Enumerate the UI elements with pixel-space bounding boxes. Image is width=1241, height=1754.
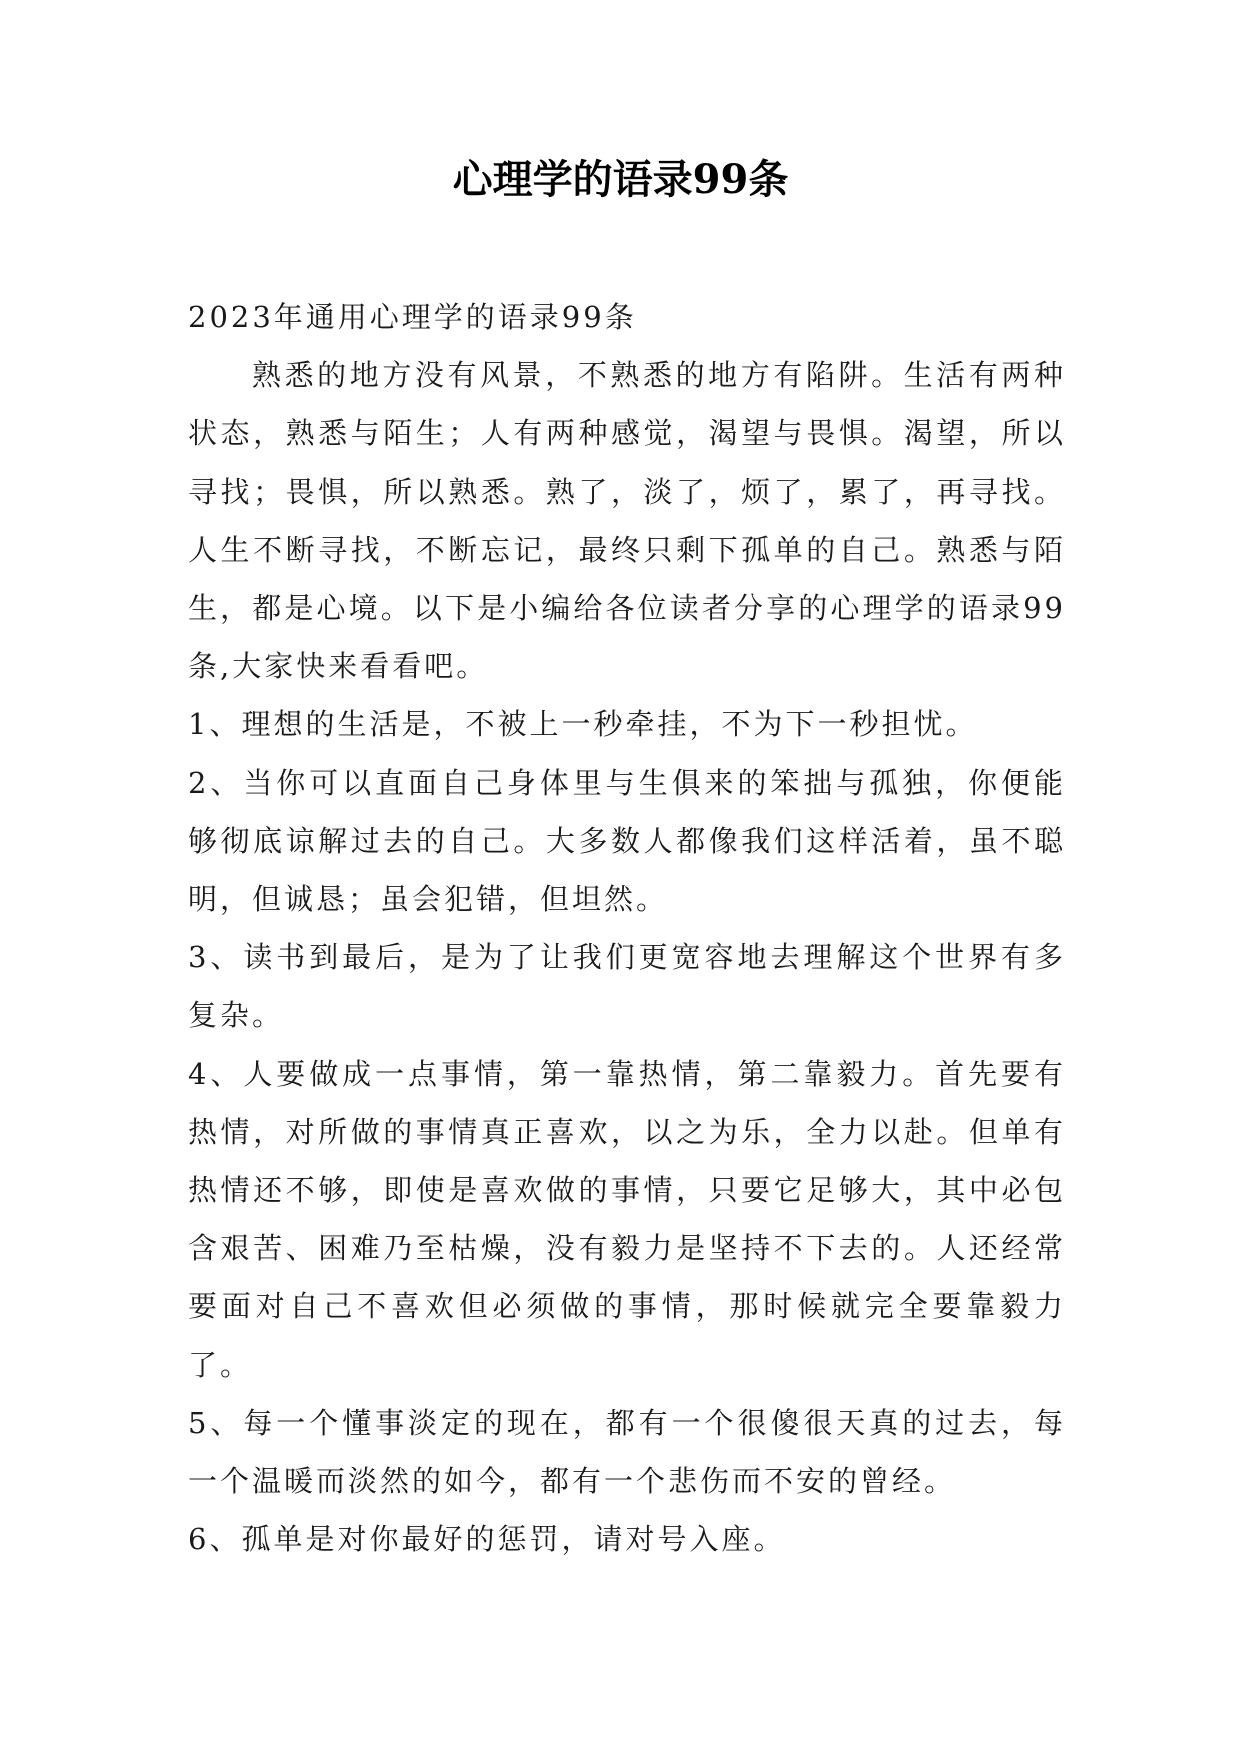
quote-item: 5、每一个懂事淡定的现在，都有一个很傻很天真的过去，每一个温暖而淡然的如今，都有一个悲伤而不安的曾经。	[188, 1405, 1066, 1499]
quote-item: 2、当你可以直面自己身体里与生俱来的笨拙与孤独，你便能够彻底谅解过去的自己。大多数人都像我们这样活着，虽不聪明，但诚恳；虽会犯错，但坦然。	[188, 765, 1066, 917]
document-title: 心理学的语录99条	[452, 156, 789, 203]
document-subtitle: 2023年通用心理学的语录99条	[188, 300, 637, 334]
quote-item: 3、读书到最后，是为了让我们更宽容地去理解这个世界有多复杂。	[188, 940, 1066, 1033]
quote-item: 1、理想的生活是，不被上一秒牵挂，不为下一秒担忧。	[188, 707, 978, 742]
quote-item: 6、孤单是对你最好的惩罚，请对号入座。	[188, 1522, 786, 1557]
intro-paragraph: 熟悉的地方没有风景，不熟悉的地方有陷阱。生活有两种状态，熟悉与陌生；人有两种感觉，渴望与畏惧。渴望，所以寻找；畏惧，所以熟悉。熟了，淡了，烦了，累了，再寻找。人生不断寻找，不断忘记，最终只剩下孤单的自己。熟悉与陌生，都是心境。以下是小编给各位读者分享的心理学的语录99条,大家快来看看吧。	[188, 358, 1066, 684]
quote-item: 4、人要做成一点事情，第一靠热情，第二靠毅力。首先要有热情，对所做的事情真正喜欢，以之为乐，全力以赴。但单有热情还不够，即使是喜欢做的事情，只要它足够大，其中必包含艰苦、困难乃至枯燥，没有毅力是坚持不下去的。人还经常要面对自己不喜欢但必须做的事情，那时候就完全要靠毅力了。	[188, 1056, 1066, 1382]
document-body	[188, 288, 1066, 1568]
